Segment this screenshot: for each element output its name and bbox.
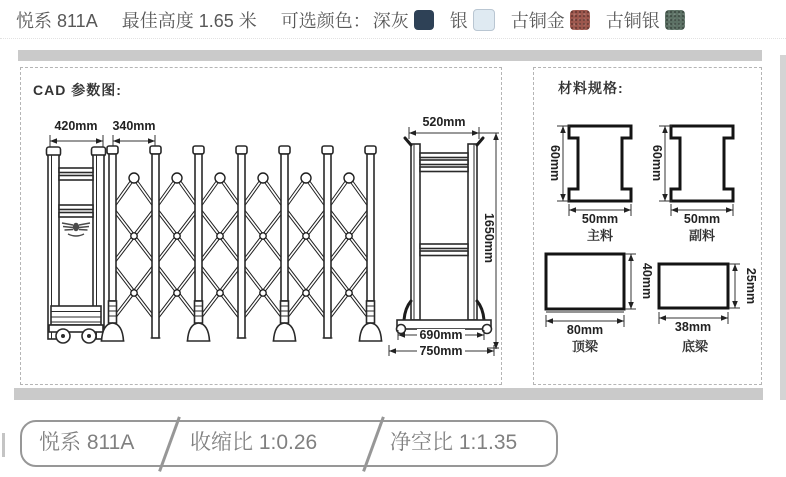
top-beam-drawing — [546, 254, 654, 354]
brand-emblem — [62, 223, 90, 236]
dim-aux-60mm: 60mm — [650, 144, 664, 182]
color-option-silver — [450, 7, 495, 33]
footer-clearance-ratio: 净空比 1:1.35 — [390, 431, 518, 454]
gate-cabinet-drawing — [47, 147, 106, 343]
dim-520mm: 520mm — [422, 115, 466, 129]
dim-topbeam-80mm: 80mm — [566, 323, 604, 337]
cad-drawing — [21, 68, 500, 383]
label-top-beam: 顶梁 — [571, 339, 599, 354]
profile-main-drawing — [548, 126, 631, 243]
page-edge-sliver — [780, 55, 786, 400]
label-bottom-beam: 底梁 — [681, 339, 709, 354]
color-swatch-silver — [473, 9, 495, 31]
slash-divider — [362, 416, 384, 471]
dim-aux-50mm: 50mm — [683, 212, 721, 226]
color-option-bronze-silver — [606, 7, 685, 33]
color-name-bronze-gold: 古铜金 — [510, 11, 565, 31]
gate-posts — [101, 146, 383, 341]
ratio-summary-bar — [20, 420, 558, 467]
dim-690mm: 690mm — [419, 328, 463, 342]
label-aux-material: 副料 — [688, 228, 716, 243]
color-swatch-darkgray — [414, 10, 434, 30]
color-option-darkgray — [373, 7, 434, 33]
dim-bottombeam-38mm: 38mm — [674, 320, 712, 334]
color-option-bronze-gold — [511, 7, 590, 33]
separator-band-top — [18, 50, 762, 61]
cad-diagram-panel — [20, 67, 502, 385]
gate-side-view-drawing — [389, 115, 499, 358]
dim-340mm: 340mm — [112, 119, 156, 133]
slash-divider — [158, 416, 180, 471]
product-model: 悦系 811A — [16, 11, 98, 31]
dim-1650mm: 1650mm — [482, 212, 496, 264]
color-name-silver: 银 — [449, 11, 468, 31]
dim-750mm: 750mm — [419, 344, 463, 358]
materials-drawing — [534, 68, 760, 383]
dim-bottombeam-25mm: 25mm — [744, 267, 758, 305]
color-swatch-bronze-silver — [665, 10, 685, 30]
dim-topbeam-40mm: 40mm — [640, 262, 654, 300]
header-bar — [16, 7, 701, 33]
color-swatch-bronze-gold — [570, 10, 590, 30]
page-edge-artifact — [2, 433, 5, 457]
separator-band-bottom — [14, 388, 763, 400]
profile-aux-drawing — [650, 126, 733, 243]
color-name-darkgray: 深灰 — [372, 11, 409, 31]
colors-label: 可选颜色： — [280, 11, 371, 31]
dim-main-60mm: 60mm — [548, 144, 562, 182]
front-view-dimensions — [50, 119, 156, 147]
bottom-beam-drawing — [659, 264, 758, 354]
cad-panel-heading: CAD 参数图: — [33, 82, 122, 98]
best-height-label: 最佳高度 1.65 米 — [121, 11, 257, 31]
header-divider — [0, 38, 786, 39]
footer-model: 悦系 811A — [39, 431, 135, 454]
materials-spec-panel — [533, 67, 762, 385]
footer-shrink-ratio: 收缩比 1:0.26 — [190, 431, 318, 454]
materials-panel-heading: 材料规格: — [558, 80, 624, 96]
color-name-bronze-silver: 古铜银 — [605, 11, 660, 31]
dim-420mm: 420mm — [54, 119, 98, 133]
dim-main-50mm: 50mm — [581, 212, 619, 226]
label-main-material: 主料 — [586, 228, 614, 243]
